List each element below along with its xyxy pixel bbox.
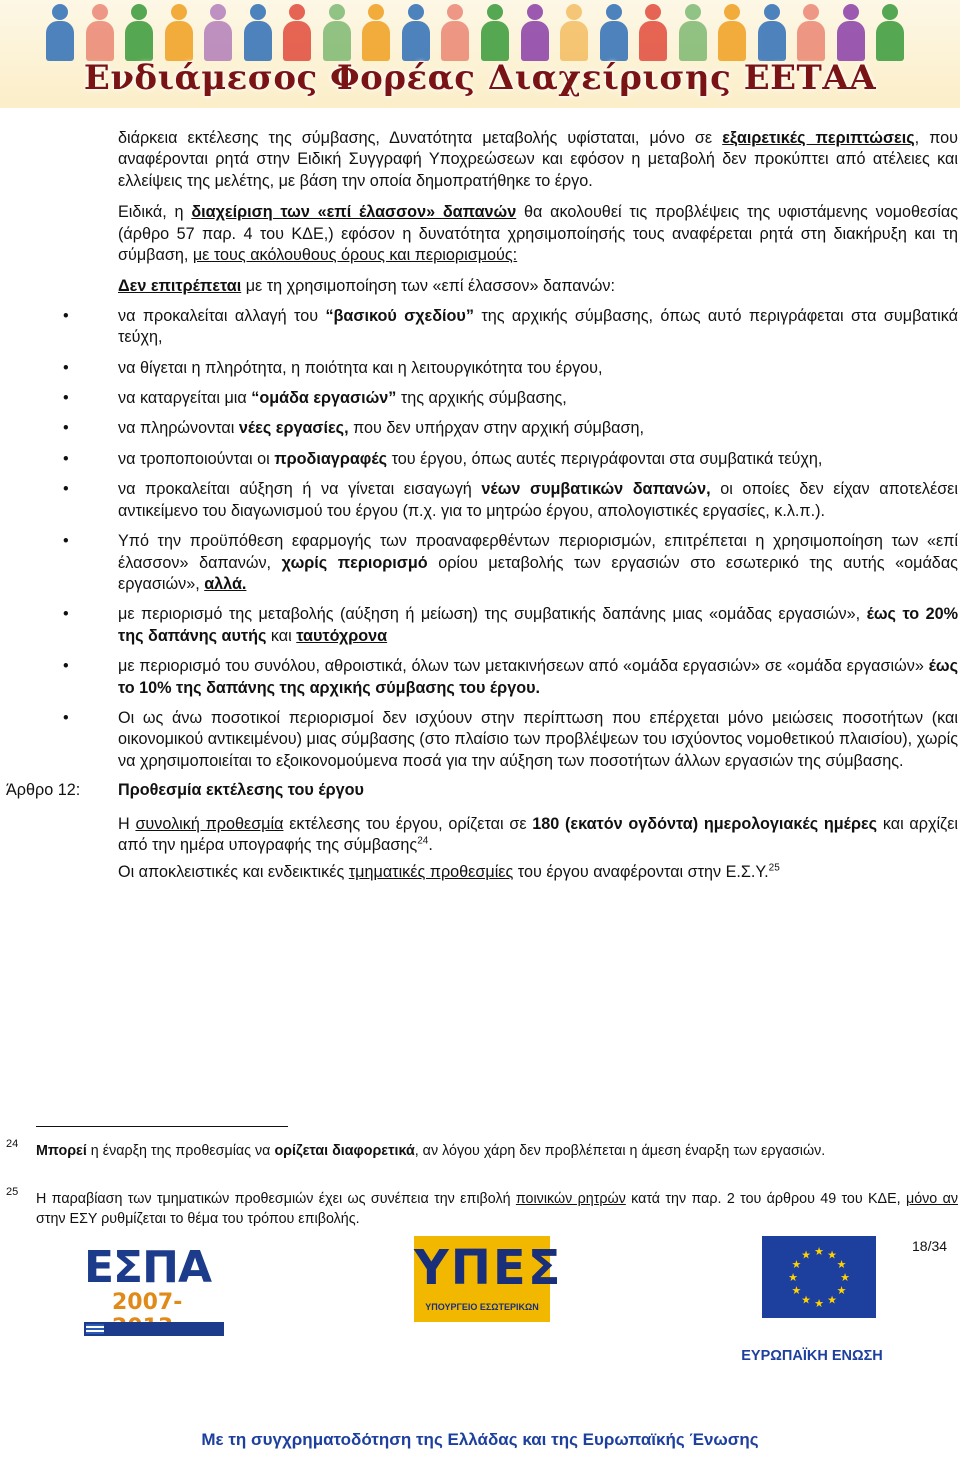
text: της αρχικής σύμβασης, <box>396 389 567 408</box>
text: να καταργείται μια <box>118 389 252 408</box>
person-icon <box>396 4 436 62</box>
person-icon <box>870 4 910 62</box>
list-item <box>63 449 958 470</box>
cofunding-note: Με τη συγχρηματοδότηση της Ελλάδας και της Ευρωπαϊκής Ένωσης <box>201 1430 759 1449</box>
bullet-icon: • <box>63 449 69 468</box>
text: να προκαλείται αλλαγή του <box>118 306 326 325</box>
ypes-logo-text: ΥΠΕΣ <box>414 1240 563 1296</box>
text: Ειδικά, η <box>118 203 192 222</box>
paragraph-duration <box>118 128 958 192</box>
eu-star-icon: ★ <box>814 1298 824 1310</box>
banner-logo-text: Ενδιάμεσος Φορέας Διαχείρισης ΕΕΤΑΑ <box>83 58 877 98</box>
text: του έργου αναφέρονται στην Ε.Σ.Υ. <box>513 863 769 882</box>
emphasis: νέων συμβατικών δαπανών, <box>481 480 711 499</box>
espa-years: 2007- <box>112 1290 183 1315</box>
eu-star-icon: ★ <box>801 1294 811 1307</box>
eu-star-icon: ★ <box>791 1259 802 1271</box>
text: , αν λόγου χάρη δεν προβλέπεται η άμεση έναρξη των εργασιών. <box>414 1143 826 1159</box>
bullet-icon: • <box>63 532 69 551</box>
person-icon <box>594 4 634 62</box>
underlined-text: τμηματικές προθεσμίες <box>348 863 514 882</box>
person-icon <box>712 4 752 62</box>
list-item <box>63 479 958 522</box>
person-icon <box>791 4 831 62</box>
person-icon <box>515 4 555 62</box>
text: Η παραβίαση των τμηματικών προθεσμιών έχει ως συνέπεια την επιβολή <box>36 1191 516 1207</box>
underlined-text: με τους ακόλουθους όρους και περιορισμούς: <box>192 246 518 265</box>
list-item <box>63 531 958 595</box>
list-item <box>63 656 958 699</box>
espa-logo <box>84 1242 224 1338</box>
bullet-icon: • <box>63 480 69 499</box>
eu-star-icon: ★ <box>836 1285 847 1297</box>
emphasis: αλλά. <box>204 574 247 593</box>
footnote-number: 24 <box>6 1138 19 1150</box>
person-icon <box>673 4 713 62</box>
eu-star-icon: ★ <box>840 1272 850 1284</box>
footnote-25 <box>0 1186 960 1229</box>
eu-star-icon: ★ <box>791 1285 802 1297</box>
text: διάρκεια εκτέλεσης της σύμβασης, Δυνατότητα μεταβολής υφίσταται, μόνο σε <box>118 129 723 147</box>
text: με τη χρησιμοποίηση των «επί έλασσον» δαπανών: <box>241 277 615 296</box>
list-item <box>63 388 958 409</box>
text: να πληρώνονται <box>118 419 239 438</box>
espa-flag-strip <box>84 1322 224 1336</box>
article-paragraph-deadline <box>118 814 958 857</box>
document-body <box>0 128 960 884</box>
ypes-logo <box>414 1236 563 1322</box>
article-12 <box>0 780 960 884</box>
eu-star-icon: ★ <box>788 1272 798 1284</box>
text: η έναρξη της προθεσμίας να <box>86 1143 275 1159</box>
eu-star-icon: ★ <box>827 1294 837 1307</box>
emphasis: έως το 20% της δαπάνης αυτής <box>118 605 959 645</box>
article-label: Άρθρο 12: <box>6 781 81 800</box>
espa-logo-text: ΕΣΠΑ <box>84 1242 211 1293</box>
eu-star-icon: ★ <box>836 1259 847 1271</box>
footnote-separator <box>36 1126 288 1127</box>
emphasis: νέες εργασίες, <box>238 419 349 438</box>
footnote-ref: 25 <box>768 862 780 874</box>
text: της αρχικής σύμβασης, όπως αυτό περιγράφεται στα συμβατικά τεύχη, <box>118 306 958 347</box>
eu-star-icon: ★ <box>814 1246 824 1258</box>
list-item <box>63 418 958 439</box>
footnote-ref: 24 <box>417 835 429 847</box>
person-icon <box>198 4 238 62</box>
emphasis: ταυτόχρονα <box>296 626 388 645</box>
text: οι οποίες δεν είχαν αποτελέσει αντικείμενο του διαγωνισμού του έργου (π.χ. για το μητρώο έργου, απολογιστικές εργασίες, κ.λ.π.). <box>118 480 958 520</box>
text: Υπό την προϋπόθεση εφαρμογής των προαναφερθέντων περιορισμών, επιτρέπεται η χρησιμοποίηση των «επί έλασσον» δαπανών, <box>118 532 958 572</box>
person-icon <box>356 4 396 62</box>
paragraph-not-allowed <box>118 276 958 297</box>
text: να προκαλείται αύξηση ή να γίνεται εισαγωγή <box>118 480 482 499</box>
text: Οι αποκλειστικές και ενδεικτικές <box>118 863 349 882</box>
ypes-subtitle: ΥΠΟΥΡΓΕΙΟ ΕΣΩΤΕΡΙΚΩΝ <box>425 1302 539 1312</box>
eu-stars <box>762 1236 876 1318</box>
bullet-icon: • <box>63 358 69 377</box>
text: να τροποποιούνται οι <box>118 449 275 468</box>
text: να θίγεται η πληρότητα, η ποιότητα και η λειτουργικότητα του έργου, <box>118 358 603 377</box>
greek-flag-icon <box>86 1324 104 1334</box>
bullet-icon: • <box>63 708 69 727</box>
underlined-text: ποινικών ρητρών <box>515 1191 626 1207</box>
list-item <box>63 306 958 349</box>
person-icon <box>752 4 792 62</box>
footnote-number: 25 <box>6 1186 19 1198</box>
people-graphic <box>40 4 910 62</box>
text: του έργου, όπως αυτές περιγράφονται στα συμβατικά τεύχη, <box>387 449 823 468</box>
person-icon <box>238 4 278 62</box>
underlined-text: μόνο αν <box>905 1191 958 1207</box>
text: , που αναφέρονται ρητά στην Ειδική Συγγραφή Υποχρεώσεων και εφόσον η μεταβολή δεν προκύπτει από ατέλειες και ελλείψεις της μελέτης, με βάση την οποία δημοπρατήθηκε το έργο. <box>118 129 958 190</box>
text: που δεν υπήρχαν στην αρχική σύμβαση, <box>348 419 645 438</box>
person-icon <box>277 4 317 62</box>
text: θα ακολουθεί τις προβλέψεις της υφιστάμενης νομοθεσίας (άρθρο 57 παρ. 4 του ΚΔΕ,) εφόσον η δυνατότητα χρησιμοποίησής τους αναφέρεται ρητά στη διακήρυξη και τη σύμβαση, <box>118 203 959 265</box>
paragraph-management <box>118 202 958 266</box>
person-icon <box>80 4 120 62</box>
emphasis: έως το 10% της δαπάνης της αρχικής σύμβασης του έργου. <box>118 657 958 697</box>
text: κατά την παρ. 2 του άρθρου 49 του ΚΔΕ, <box>625 1191 906 1207</box>
bullet-icon: • <box>63 605 69 624</box>
emphasis: Δεν επιτρέπεται <box>118 277 242 296</box>
bullet-icon: • <box>63 419 69 438</box>
list-item <box>63 358 958 379</box>
person-icon <box>159 4 199 62</box>
person-icon <box>317 4 357 62</box>
eu-star-icon: ★ <box>801 1249 811 1262</box>
text: Οι ως άνω ποσοτικοί περιορισμοί δεν ισχύουν στην περίπτωση που επέρχεται μόνο μειώσεις ποσοτήτων (και οικονομικού αντικειμένου) μιας σύμβασης (στο πλαίσιο των προβλέψεων του ισχύοντος νομοθετικού πλαισίου), χωρίς να χρησιμοποιείται το εξοικονομούμενα ποσά για την αύξηση των ποσοτήτων άλλων εργασιών της σύμβασης. <box>118 708 958 770</box>
bullet-icon: • <box>63 306 69 325</box>
text: και αρχίζει από την ημέρα υπογραφής της σύμβασης <box>118 814 959 854</box>
text: . <box>428 835 433 854</box>
person-icon <box>435 4 475 62</box>
text: Η <box>118 814 136 833</box>
emphasis: χωρίς περιορισμό <box>281 553 428 572</box>
bullet-icon: • <box>63 657 69 676</box>
eu-flag-icon <box>762 1236 876 1318</box>
emphasis: διαχείριση των «επί έλασσον» δαπανών <box>191 203 517 222</box>
emphasis: εξαιρετικές περιπτώσεις <box>722 129 915 147</box>
eu-star-icon: ★ <box>827 1249 837 1262</box>
article-title: Προθεσμία εκτέλεσης του έργου <box>118 781 364 800</box>
footnote-24 <box>0 1138 960 1162</box>
person-icon <box>475 4 515 62</box>
footer <box>0 1230 960 1457</box>
person-icon <box>554 4 594 62</box>
eu-caption: ΕΥΡΩΠΑΪΚΗ ΕΝΩΣΗ <box>741 1348 883 1364</box>
bullet-icon: • <box>63 389 69 408</box>
underlined-text: συνολική προθεσμία <box>135 814 284 833</box>
list-item <box>63 604 959 647</box>
text: με περιορισμό της μεταβολής (αύξηση ή μείωση) της συμβατικής δαπάνης μιας «ομάδας εργασιών», <box>118 605 867 624</box>
article-paragraph-milestones <box>118 862 958 883</box>
header-banner <box>0 0 960 108</box>
text: εκτέλεσης του έργου, ορίζεται σε <box>283 814 533 833</box>
emphasis: 180 (εκατόν ογδόντα) ημερολογιακές ημέρες <box>532 814 878 833</box>
emphasis: “ομάδα εργασιών” <box>251 389 397 408</box>
text: ορίου μεταβολής των εργασιών στο εσωτερικό της αυτής «ομάδας εργασιών», <box>118 553 958 593</box>
text: με περιορισμό του συνόλου, αθροιστικά, όλων των μετακινήσεων από «ομάδα εργασιών» σε «ομάδα εργασιών» <box>118 657 929 676</box>
person-icon <box>633 4 673 62</box>
emphasis: προδιαγραφές <box>274 449 388 468</box>
person-icon <box>831 4 871 62</box>
list-item <box>63 708 958 772</box>
text: και <box>266 626 297 645</box>
emphasis: Μπορεί <box>36 1143 87 1159</box>
emphasis: ορίζεται διαφορετικά <box>274 1143 415 1159</box>
person-icon <box>40 4 80 62</box>
text: στην ΕΣΥ ρυθμίζεται το θέμα του τρόπου επιβολής. <box>36 1210 360 1227</box>
page-number: 18/34 <box>912 1238 948 1254</box>
emphasis: “βασικού σχεδίου” <box>325 306 474 325</box>
person-icon <box>119 4 159 62</box>
